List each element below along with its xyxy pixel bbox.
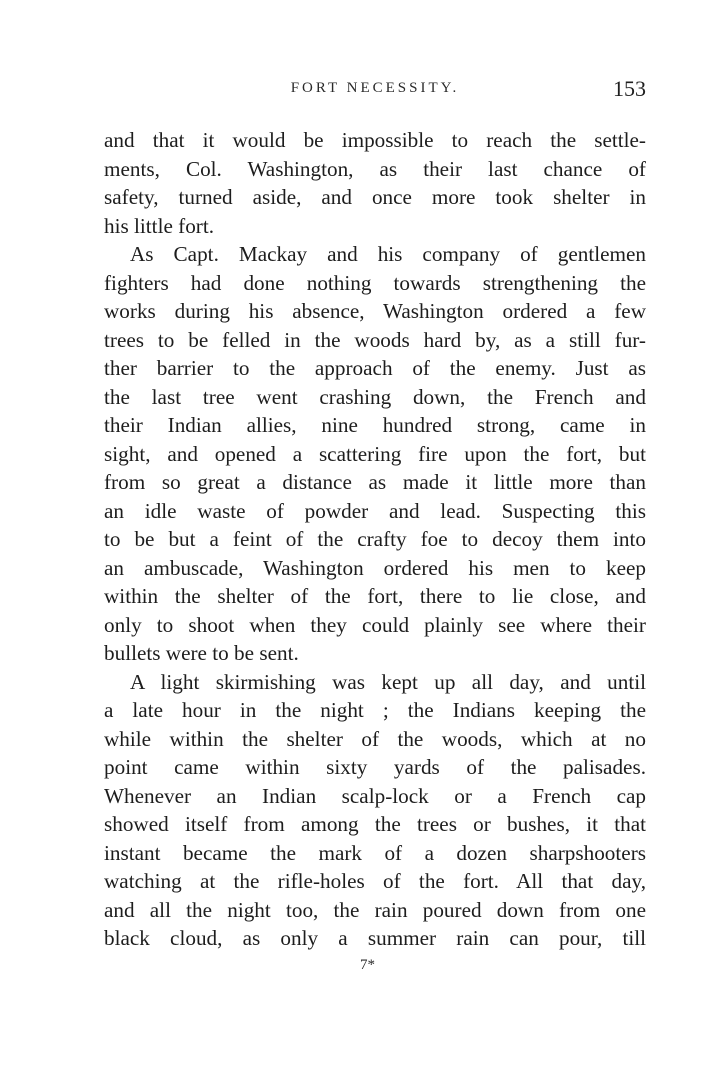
text-line: bullets were to be sent. (104, 641, 299, 665)
body-text (104, 126, 646, 953)
text-line: from so great a distance as made it little more than (104, 470, 646, 494)
text-line: safety, turned aside, and once more took shelter in (104, 185, 646, 209)
text-line: trees to be felled in the woods hard by, as a still fur- (104, 327, 646, 352)
running-head (104, 76, 646, 106)
text-line: instant became the mark of a dozen sharpshooters (104, 840, 646, 865)
text-line: only to shoot when they could plainly see where their (104, 612, 646, 637)
signature-mark: 7* (360, 957, 375, 973)
text-line: their Indian allies, nine hundred strong, came in (104, 413, 646, 437)
text-line: black cloud, as only a summer rain can pour, till (104, 926, 646, 950)
text-line: works during his absence, Washington ordered a few (104, 299, 646, 323)
text-line: and all the night too, the rain poured down from one (104, 897, 646, 922)
text-line: the last tree went crashing down, the French and (104, 384, 646, 409)
text-line: an idle waste of powder and lead. Suspecting this (104, 498, 646, 523)
text-line: and that it would be impossible to reach the settle- (104, 128, 646, 152)
text-line: sight, and opened a scattering fire upon the fort, but (104, 441, 646, 466)
text-line: showed itself from among the trees or bushes, it that (104, 812, 646, 836)
text-line: his little fort. (104, 213, 215, 238)
text-line: fighters had done nothing towards strengthening the (104, 270, 646, 295)
text-line: within the shelter of the fort, there to lie close, and (104, 584, 646, 608)
text-line: ments, Col. Washington, as their last chance of (104, 156, 646, 181)
text-line: watching at the rifle-holes of the fort. All that day, (104, 869, 646, 893)
text-line: ther barrier to the approach of the enemy. Just as (104, 356, 646, 380)
text-line: an ambuscade, Washington ordered his men to keep (104, 555, 646, 580)
text-line: a late hour in the night ; the Indians keeping the (104, 698, 646, 722)
text-line: to be but a feint of the crafty foe to decoy them into (104, 527, 646, 551)
text-line: point came within sixty yards of the palisades. (104, 755, 646, 779)
running-title: FORT NECESSITY. (290, 80, 460, 96)
text-line: Whenever an Indian scalp-lock or a French cap (104, 783, 646, 808)
page-number: 153 (613, 76, 646, 101)
text-line: while within the shelter of the woods, which at no (104, 726, 646, 751)
text-line: A light skirmishing was kept up all day, and until (130, 669, 646, 694)
text-line: As Capt. Mackay and his company of gentlemen (130, 242, 646, 266)
